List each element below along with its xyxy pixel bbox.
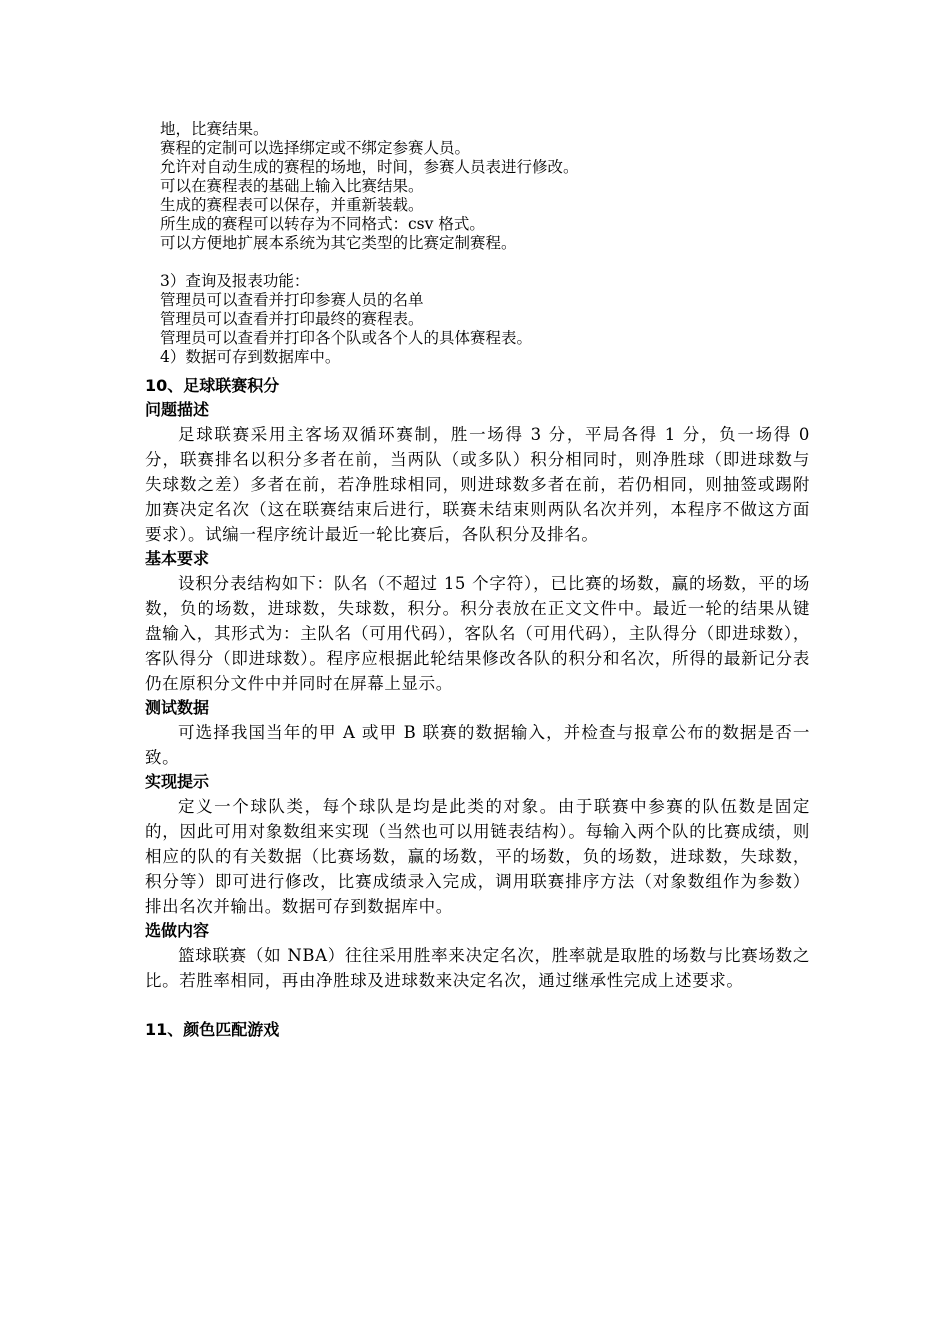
test-data-text: 可选择我国当年的甲 A 或甲 B 联赛的数据输入，并检查与报章公布的数据是否一致。 bbox=[145, 723, 810, 767]
section-11-title: 11、颜色匹配游戏 bbox=[145, 1020, 280, 1039]
intro-line: 可以在赛程表的基础上输入比赛结果。 bbox=[160, 177, 424, 195]
intro-line: 可以方便地扩展本系统为其它类型的比赛定制赛程。 bbox=[160, 234, 517, 252]
intro-line: 地，比赛结果。 bbox=[160, 120, 269, 138]
query-line: 管理员可以查看并打印各个队或各个人的具体赛程表。 bbox=[160, 329, 533, 347]
intro-line: 允许对自动生成的赛程的场地，时间，参赛人员表进行修改。 bbox=[160, 158, 579, 176]
query-line: 管理员可以查看并打印最终的赛程表。 bbox=[160, 310, 424, 328]
section-10-title: 10、足球联赛积分 bbox=[145, 376, 280, 395]
query-line: 3）查询及报表功能： bbox=[160, 272, 310, 290]
implementation-hint-text: 定义一个球队类，每个球队是均是此类的对象。由于联赛中参赛的队伍数是固定的，因此可用对象数组来实现（当然也可以用链表结构）。每输入两个队的比赛成绩，则相应的队的有关数据（比赛场数，赢的场数，平的场数，负的场数，进球数，失球数，积分等）即可进行修改，比赛成绩录入完成，调用联赛排序方法（对象数组作为参数）排出名次并输出。数据可存到数据库中。 bbox=[145, 797, 810, 916]
basic-requirements-text: 设积分表结构如下：队名（不超过 15 个字符），已比赛的场数，赢的场数，平的场数，负的场数，进球数，失球数，积分。积分表放在正文文件中。最近一轮的结果从键盘输入，其形式为：主队名（可用代码），客队名（可用代码），主队得分（即进球数），客队得分（即进球数）。程序应根据此轮结果修改各队的积分和名次，所得的最新记分表仍在原积分文件中并同时在屏幕上显示。 bbox=[145, 574, 810, 693]
intro-block bbox=[160, 120, 810, 367]
basic-requirements-heading: 基本要求 bbox=[145, 549, 210, 568]
intro-line: 生成的赛程表可以保存，并重新装载。 bbox=[160, 196, 424, 214]
test-data-heading: 测试数据 bbox=[145, 698, 210, 717]
query-line: 管理员可以查看并打印参赛人员的名单 bbox=[160, 291, 424, 309]
optional-content-text: 篮球联赛（如 NBA）往往采用胜率来决定名次，胜率就是取胜的场数与比赛场数之比。若胜率相同，再由净胜球及进球数来决定名次，通过继承性完成上述要求。 bbox=[145, 946, 810, 990]
implementation-hint-heading: 实现提示 bbox=[145, 772, 210, 791]
section-10-block bbox=[145, 374, 810, 1042]
optional-content-heading: 选做内容 bbox=[145, 921, 210, 940]
query-line: 4）数据可存到数据库中。 bbox=[160, 348, 341, 366]
problem-text: 足球联赛采用主客场双循环赛制，胜一场得 3 分，平局各得 1 分，负一场得 0 分，联赛排名以积分多者在前，当两队（或多队）积分相同时，则净胜球（即进球数与失球数之差）多者在前，若净胜球相同，则进球数多者在前，若仍相同，则抽签或踢附加赛决定名次（这在联赛结束后进行，联赛未结束则两队名次并列，本程序不做这方面要求）。试编一程序统计最近一轮比赛后，各队积分及排名。 bbox=[145, 425, 810, 544]
blank-line bbox=[160, 253, 810, 272]
intro-line: 赛程的定制可以选择绑定或不绑定参赛人员。 bbox=[160, 139, 471, 157]
blank-line bbox=[145, 993, 810, 1018]
intro-line: 所生成的赛程可以转存为不同格式：csv 格式。 bbox=[160, 215, 485, 233]
problem-heading: 问题描述 bbox=[145, 400, 210, 419]
